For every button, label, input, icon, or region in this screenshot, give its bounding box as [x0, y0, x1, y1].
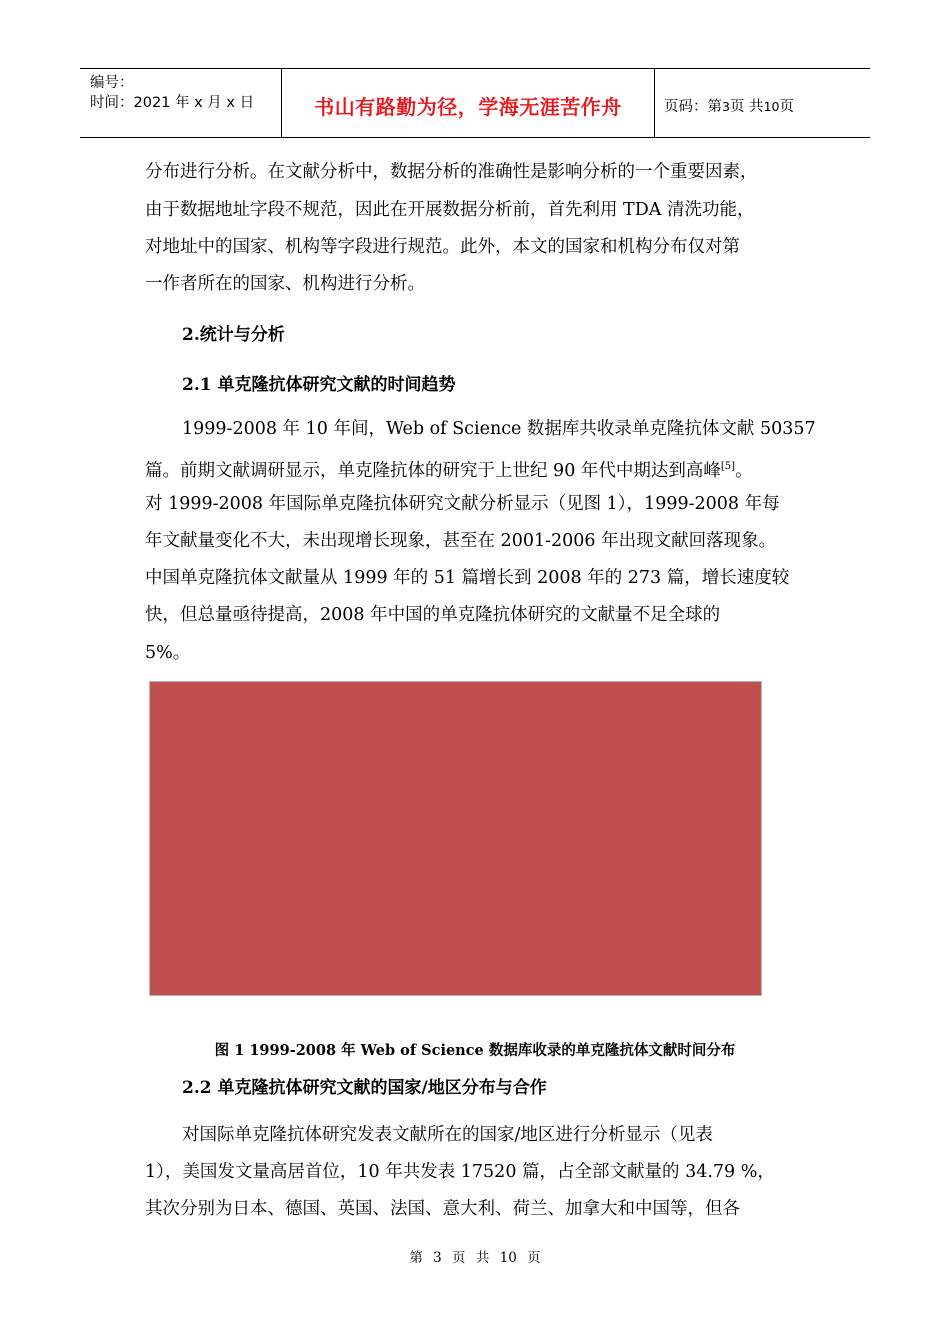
- header-motto-cell: [281, 69, 655, 137]
- figure-image: [149, 681, 762, 996]
- paragraph-line: 快，但总量亟待提高，2008 年中国的单克隆抗体研究的文献量不足全球的: [145, 605, 721, 625]
- page-middle: 页 共: [729, 99, 764, 115]
- paragraph-line: 5%。: [145, 643, 191, 663]
- header-motto: 书山有路勤为径，学海无涯苦作舟: [314, 95, 622, 119]
- subsection-heading: 2.1 单克隆抗体研究文献的时间趋势: [182, 375, 456, 395]
- paragraph-line: 对 1999-2008 年国际单克隆抗体研究文献分析显示（见图 1），1999-2008 年每: [145, 494, 780, 514]
- page-current: 3: [722, 99, 730, 114]
- page-header: [80, 68, 870, 138]
- subsection-heading: 2.2 单克隆抗体研究文献的国家/地区分布与合作: [182, 1078, 547, 1098]
- page-total: 10: [763, 99, 780, 114]
- paragraph-line: 年文献量变化不大，未出现增长现象，甚至在 2001-2006 年出现文献回落现象。: [145, 531, 777, 551]
- paragraph-text: 篇。前期文献调研显示，单克隆抗体的研究于上世纪 90 年代中期达到高峰: [145, 461, 721, 481]
- citation-marker: [5]: [720, 461, 736, 472]
- paragraph-line: 由于数据地址字段不规范，因此在开展数据分析前，首先利用 TDA 清洗功能，: [145, 200, 755, 220]
- paragraph-line: 一作者所在的国家、机构进行分析。: [145, 274, 425, 294]
- header-page-cell: [654, 69, 870, 137]
- header-page-number: [664, 95, 794, 116]
- paragraph-line: 对国际单克隆抗体研究发表文献所在的国家/地区进行分析显示（见表: [182, 1125, 713, 1145]
- page-suffix: 页: [779, 99, 794, 115]
- document-number-label: 编号：: [90, 75, 134, 91]
- paragraph-line: 1），美国发文量高居首位，10 年共发表 17520 篇，占全部文献量的 34.79 %，: [145, 1162, 775, 1182]
- section-heading: 2.统计与分析: [182, 325, 285, 345]
- paragraph-line: 中国单克隆抗体文献量从 1999 年的 51 篇增长到 2008 年的 273 篇，增长速度较: [145, 568, 790, 588]
- page-prefix: 页码：第: [664, 99, 722, 115]
- paragraph-line: 1999-2008 年 10 年间，Web of Science 数据库共收录单克隆抗体文献 50357: [182, 419, 816, 439]
- header-meta-cell: [80, 69, 281, 137]
- figure-caption: 图 1 1999-2008 年 Web of Science 数据库收录的单克隆抗体文献时间分布: [214, 1042, 736, 1059]
- paragraph-line: 分布进行分析。在文献分析中，数据分析的准确性是影响分析的一个重要因素，: [145, 162, 758, 182]
- paragraph-line: 其次分别为日本、德国、英国、法国、意大利、荷兰、加拿大和中国等，但各: [145, 1199, 740, 1219]
- citation-tail: 。: [735, 461, 753, 481]
- page-footer: 第 3 页 共 10 页: [409, 1250, 541, 1266]
- paragraph-line: 对地址中的国家、机构等字段进行规范。此外，本文的国家和机构分布仅对第: [145, 237, 740, 257]
- paragraph-line-with-citation: [145, 456, 753, 482]
- document-date-label: 时间：2021 年 x 月 x 日: [90, 95, 255, 111]
